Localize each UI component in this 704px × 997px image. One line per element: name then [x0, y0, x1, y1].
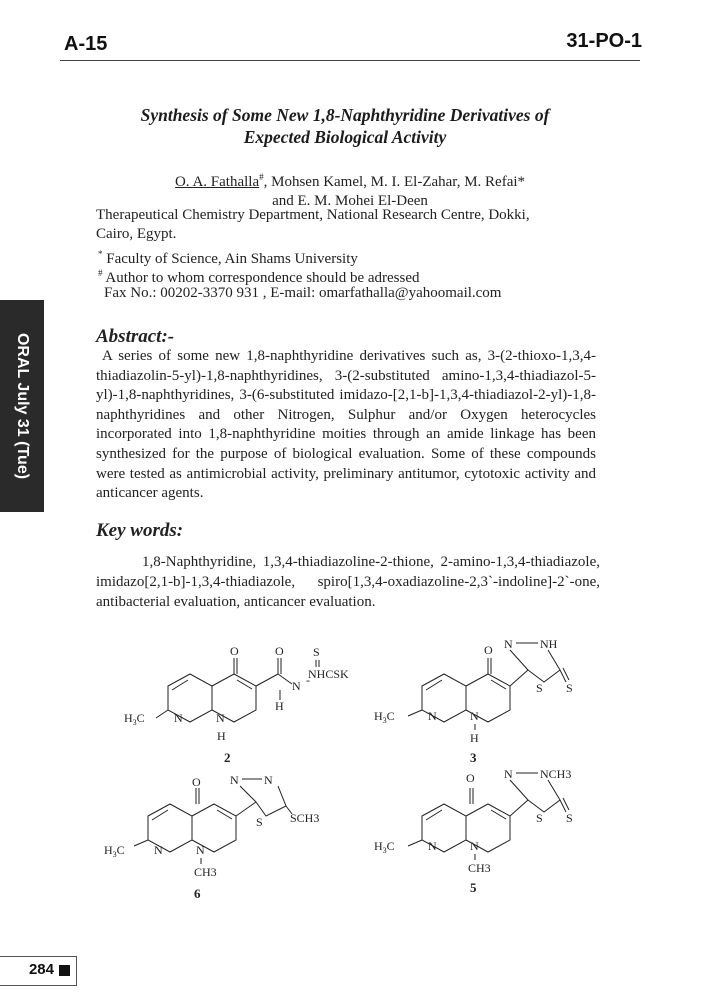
structure-5-number: 5 — [470, 880, 477, 895]
affiliation-line-2: Cairo, Egypt. — [96, 226, 177, 242]
first-author: O. A. Fathalla — [174, 174, 260, 190]
svg-text:N: N — [504, 637, 513, 651]
structure-3-number: 3 — [470, 750, 477, 765]
structure-6-sidechain: SCH3 — [290, 811, 320, 825]
svg-text:H3C: $H_3C$ — [374, 709, 395, 725]
author-list — [96, 168, 604, 211]
svg-text:N: N — [292, 679, 301, 693]
star-mark: * — [98, 249, 103, 259]
svg-text:S: S — [256, 815, 263, 829]
title-line-2: Expected Biological Activity — [243, 127, 447, 147]
structure-2-n-sub: H — [217, 729, 226, 743]
affiliation-dept — [96, 206, 606, 244]
structure-5 — [370, 760, 600, 900]
keywords-body: 1,8-Naphthyridine, 1,3,4-thiadiazoline-2-thione, 2-amino-1,3,4-thiadiazole, imidazo[2,1-b]-1,3,4-thiadiazole, spiro[1,3,4-oxadiazoline-2,3`-indoline]-2`-one, antibacterial evaluation, anticancer evaluation. — [96, 554, 600, 610]
structure-3-ring-nh: NH — [540, 637, 558, 651]
header-rule — [60, 60, 640, 61]
svg-text:O: O — [230, 644, 239, 658]
contact-line: Fax No.: 00202-3370 931 , E-mail: omarfathalla@yahoomail.com — [104, 285, 502, 301]
svg-text:N: N — [428, 839, 437, 853]
keywords-heading: Key words: — [96, 520, 184, 541]
svg-text:S: S — [566, 811, 573, 825]
header-code-right: 31-PO-1 — [566, 30, 642, 52]
structure-2 — [120, 640, 350, 770]
affiliation-line-1: Therapeutical Chemistry Department, National Research Centre, Dokki, — [96, 207, 530, 223]
svg-text:N: N — [470, 839, 479, 853]
first-author-mark: # — [259, 172, 264, 182]
structure-2-sidechain: NHCSK — [308, 667, 349, 681]
header-code-left: A-15 — [64, 33, 108, 55]
structure-6-number: 6 — [194, 886, 201, 901]
structure-2-nh: H — [275, 699, 284, 713]
structure-6-n-sub: CH3 — [194, 865, 217, 879]
svg-text:O: O — [484, 643, 493, 657]
structure-3-n-sub: H — [470, 731, 479, 745]
svg-text:H3C: $H_3C$ — [124, 711, 145, 727]
svg-text:O: O — [466, 771, 475, 785]
svg-text:N: N — [504, 767, 513, 781]
svg-text:N: N — [264, 773, 273, 787]
svg-text:N: N — [196, 843, 205, 857]
structure-3 — [370, 630, 590, 770]
svg-text:N: N — [428, 709, 437, 723]
svg-text:S: S — [536, 811, 543, 825]
structure-5-ring-n: NCH3 — [540, 767, 572, 781]
structure-2-number: 2 — [224, 750, 231, 765]
page-number: 284 — [28, 961, 54, 978]
hash-affiliation: Author to whom correspondence should be adressed — [102, 270, 420, 286]
other-authors: , Mohsen Kamel, M. I. El-Zahar, M. Refai* — [263, 174, 526, 190]
svg-text:-: - — [306, 673, 310, 687]
svg-text:O: O — [275, 644, 284, 658]
svg-text:N: N — [154, 843, 163, 857]
square-marker-icon — [59, 965, 70, 976]
svg-text:O: O — [192, 775, 201, 789]
abstract-body: A series of some new 1,8-naphthyridine derivatives such as, 3-(2-thioxo-1,3,4-thiadiazolin-5-yl)-1,8-naphthyridines, 3-(2-substituted amino-1,3,4-thiadiazol-5-yl)-1,8-naphthyridines, 3-(6-substituted imidazo-[2,1-b]-1,3,4-thiadiazol-2-yl)-1,8-naphthyridines and other Nitrogen, Sulphur and/or Oxygen heterocycles incorporated into 1,8-naphthyridine moities through an amide linkage has been synthesized for the purpose of biological evaluation. Some of these compounds were tested as antimicrobial activity, preliminary antitumor, cytotoxic activity and anticancer agents. — [96, 348, 596, 502]
svg-text:N: N — [470, 709, 479, 723]
svg-text:H3C: $H_3C$ — [374, 839, 395, 855]
structure-2-s-label: S — [313, 645, 320, 659]
abstract-heading: Abstract:- — [96, 326, 175, 347]
star-affiliation: Faculty of Science, Ain Shams University — [102, 251, 358, 267]
structure-5-n-sub: CH3 — [468, 861, 491, 875]
svg-text:S: S — [536, 681, 543, 695]
paper-title — [100, 104, 590, 148]
authors-line-2: and E. M. Mohei El-Deen — [272, 193, 428, 209]
title-line-1: Synthesis of Some New 1,8-Naphthyridine Derivatives of — [140, 105, 550, 125]
svg-text:N: N — [174, 711, 183, 725]
structure-6 — [100, 770, 360, 910]
svg-text:S: S — [566, 681, 573, 695]
page-number-box — [0, 956, 77, 986]
svg-text:N: N — [216, 711, 225, 725]
svg-text:N: N — [230, 773, 239, 787]
hash-mark: # — [98, 268, 103, 278]
svg-text:H3C: $H_3C$ — [104, 843, 125, 859]
side-tab-text: ORAL July 31 (Tue) — [14, 332, 31, 480]
